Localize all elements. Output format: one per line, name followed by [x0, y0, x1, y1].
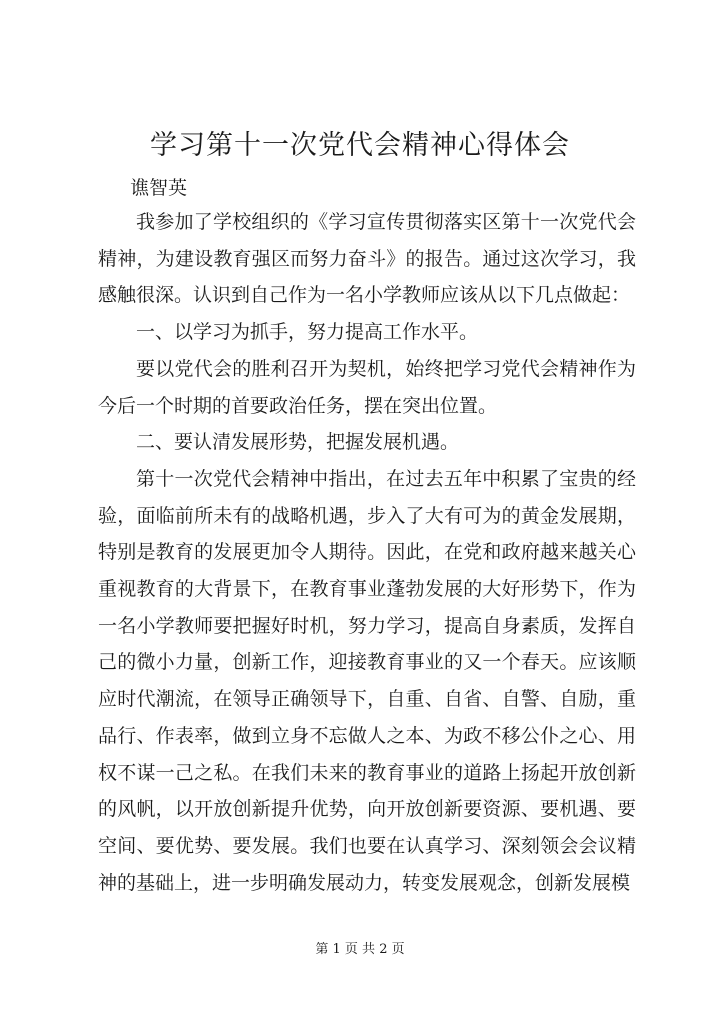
author-name: 谯智英: [130, 177, 188, 199]
paragraph: 第十一次党代会精神中指出，在过去五年中积累了宝贵的经验，面临前所未有的战略机遇，步入了大有可为的黄金发展期，特别是教育的发展更加令人期待。因此，在党和政府越来越关心重视教育的大背景下，在教育事业蓬勃发展的大好形势下，作为一名小学教师要把握好时机，努力学习，提高自身素质，发挥自己的微小力量，创新工作，迎接教育事业的又一个春天。应该顺应时代潮流，在领导正确领导下，自重、自省、自警、自励，重品行、作表率，做到立身不忘做人之本、为政不移公仆之心、用权不谋一己之私。在我们未来的教育事业的道路上扬起开放创新的风帆，以开放创新提升优势，向开放创新要资源、要机遇、要空间、要优势、要发展。我们也要在认真学习、深刻领会会议精神的基础上，进一步明确发展动力，转变发展观念，创新发展模: [98, 467, 636, 894]
paragraph: 我参加了学校组织的《学习宣传贯彻落实区第十一次党代会精神，为建设教育强区而努力奋斗》的报告。通过这次学习，我感触很深。认识到自己作为一名小学教师应该从以下几点做起：: [98, 211, 636, 307]
paragraph: 二、要认清发展形势，把握发展机遇。: [136, 431, 460, 454]
page-number: 第 1 页 共 2 页: [315, 942, 405, 957]
paragraph: 要以党代会的胜利召开为契机，始终把学习党代会精神作为今后一个时期的首要政治任务，摆在突出位置。: [98, 357, 636, 417]
paragraph: 一、以学习为抓手，努力提高工作水平。: [136, 321, 479, 344]
document-title: 学习第十一次党代会精神心得体会: [150, 130, 570, 161]
document-body: [98, 204, 636, 901]
